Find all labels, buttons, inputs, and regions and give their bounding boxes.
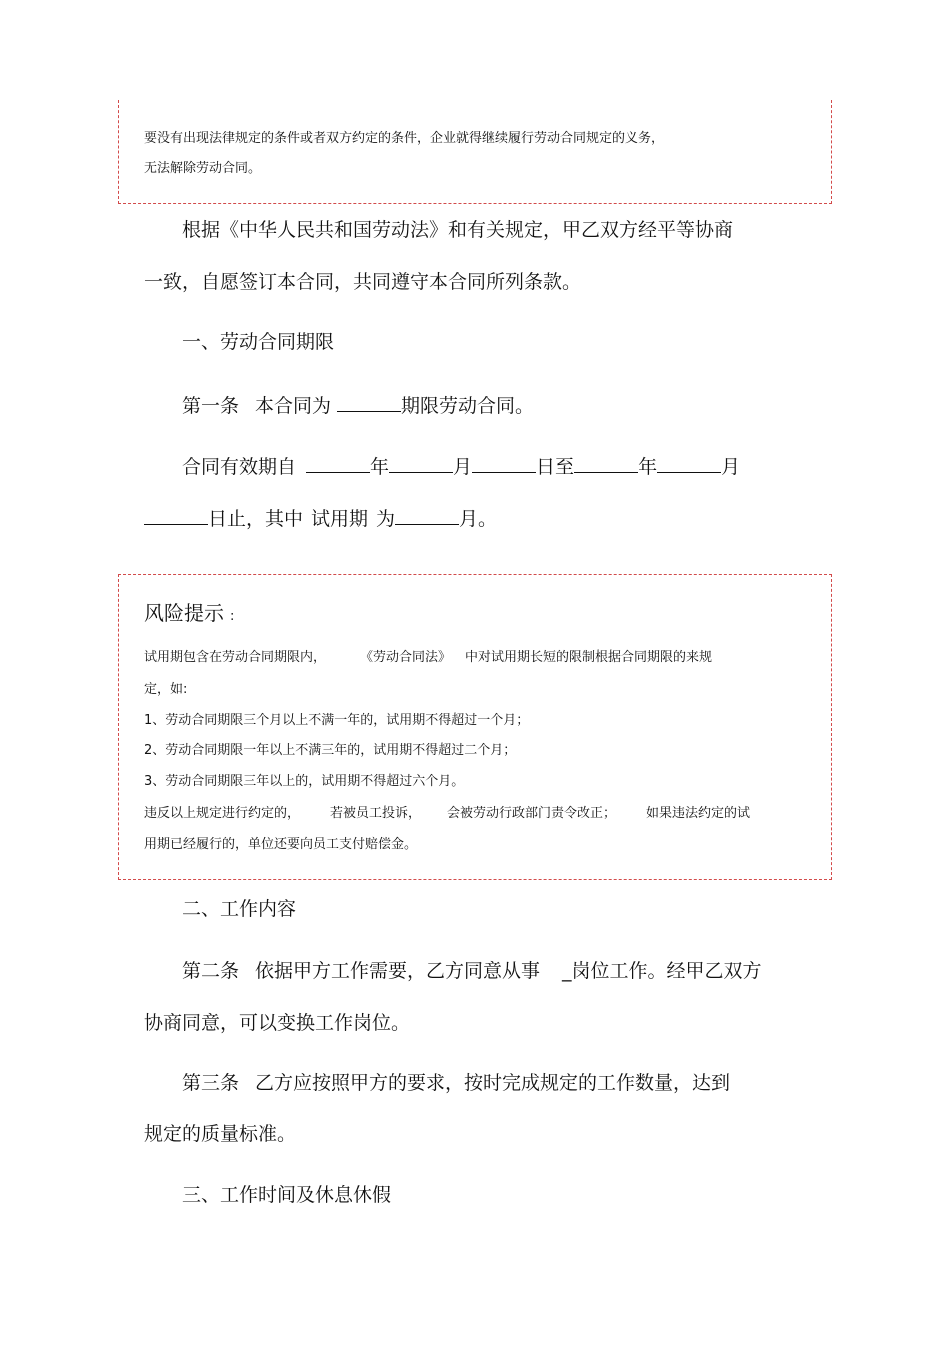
risk-p1-line1 — [144, 650, 712, 666]
risk-title-text: 风险提示 — [144, 601, 224, 625]
validity-label: 合同有效期自 — [182, 456, 297, 478]
risk-item1: 1、劳动合同期限三个月以上不满一年的，试用期不得超过一个月； — [144, 713, 530, 728]
start-day-blank[interactable] — [472, 454, 536, 473]
risk-p1-b: 《劳动合同法》 — [360, 650, 452, 665]
article3-text-a: 乙方应按照甲方的要求，按时完成规定的工作数量，达到 — [255, 1072, 731, 1094]
start-year-blank[interactable] — [306, 454, 370, 473]
intro-line1: 根据《中华人民共和国劳动法》和有关规定，甲乙双方经平等协商 — [182, 219, 734, 241]
top-note-box — [118, 100, 832, 204]
risk-p1-c: 中对试用期长短的限制根据合同期限的来规 — [465, 650, 713, 665]
risk-p2-b: 若被员工投诉， — [330, 806, 422, 821]
article1-prefix: 第一条 — [182, 395, 240, 417]
article2-line1 — [182, 959, 762, 983]
risk-p2-line1 — [144, 806, 750, 822]
end-month-blank[interactable] — [657, 454, 721, 473]
validity-line — [182, 454, 740, 479]
start-month-blank[interactable] — [389, 454, 453, 473]
trial-line — [144, 506, 497, 531]
end-day-blank[interactable] — [144, 506, 208, 525]
risk-p1-a: 试用期包含在劳动合同期限内， — [144, 650, 327, 665]
section2-heading: 二、工作内容 — [182, 898, 297, 920]
top-note-line1: 要没有出现法律规定的条件或者双方约定的条件，企业就得继续履行劳动合同规定的义务， — [144, 131, 665, 146]
trial-for-label: 为 — [376, 508, 396, 530]
day-end-label: 日止，其中 — [208, 508, 304, 530]
risk-p2-c: 会被劳动行政部门责令改正； — [447, 806, 617, 821]
risk-p2-a: 违反以上规定进行约定的， — [144, 806, 301, 821]
end-year-label: 年 — [638, 456, 658, 478]
top-note-line2: 无法解除劳动合同。 — [144, 161, 262, 176]
risk-p2-e: 用期已经履行的，单位还要向员工支付赔偿金。 — [144, 837, 418, 852]
risk-p2-d: 如果违法约定的试 — [646, 806, 751, 821]
article2-prefix: 第二条 — [182, 960, 240, 982]
article1-text-a: 本合同为 — [255, 395, 332, 417]
contract-type-blank[interactable] — [337, 393, 401, 412]
article3-prefix: 第三条 — [182, 1072, 240, 1094]
risk-title-colon: : — [230, 609, 235, 624]
section1-heading: 一、劳动合同期限 — [182, 331, 335, 353]
end-month-label: 月 — [721, 456, 741, 478]
trial-label: 试用期 — [311, 508, 369, 530]
risk-p1-d: 定，如: — [144, 682, 188, 697]
risk-item2: 2、劳动合同期限一年以上不满三年的，试用期不得超过二个月； — [144, 743, 517, 758]
article2-text-a: 依据甲方工作需要，乙方同意从事 — [255, 960, 541, 982]
article2-text-b: _岗位工作。经甲乙双方 — [562, 960, 762, 982]
section3-heading: 三、工作时间及休息休假 — [182, 1184, 392, 1206]
end-year-blank[interactable] — [574, 454, 638, 473]
article1-text-b: 期限劳动合同。 — [401, 395, 535, 417]
intro-line2: 一致，自愿签订本合同，共同遵守本合同所列条款。 — [144, 271, 582, 293]
article1 — [182, 393, 534, 418]
article3-line2: 规定的质量标准。 — [144, 1123, 297, 1145]
article3-line1 — [182, 1071, 730, 1095]
risk-title — [144, 600, 234, 630]
risk-item3: 3、劳动合同期限三年以上的，试用期不得超过六个月。 — [144, 774, 465, 789]
day-to-label: 日至 — [536, 456, 575, 478]
start-year-label: 年 — [370, 456, 390, 478]
trial-month-label: 月。 — [459, 508, 498, 530]
article2-line2: 协商同意，可以变换工作岗位。 — [144, 1012, 411, 1034]
trial-months-blank[interactable] — [395, 506, 459, 525]
start-month-label: 月 — [453, 456, 473, 478]
